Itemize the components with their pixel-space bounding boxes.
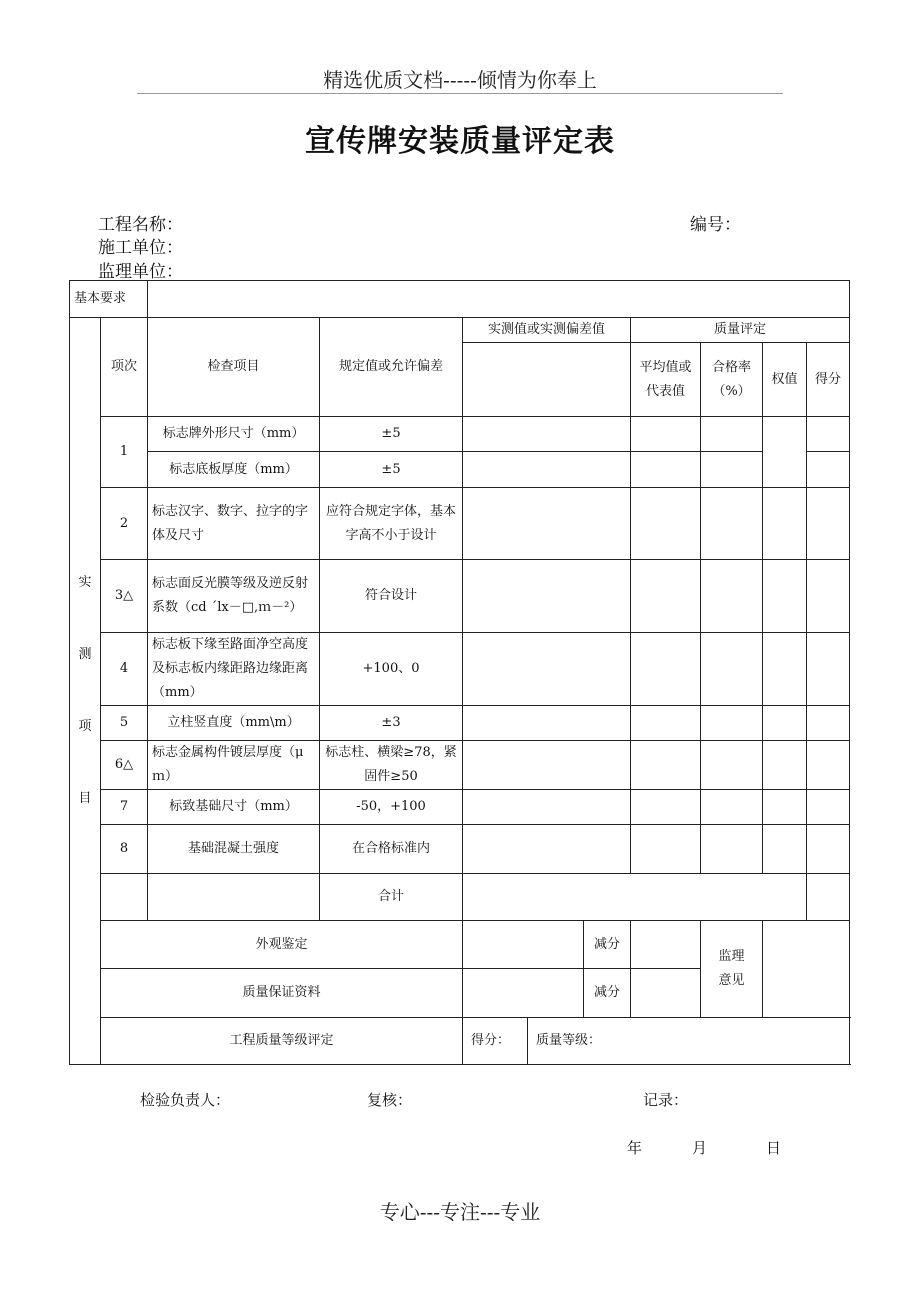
row-spec: ±5 bbox=[320, 417, 463, 452]
row-no: 2 bbox=[101, 488, 148, 560]
row-check-item: 基础混凝土强度 bbox=[148, 825, 320, 874]
basic-requirements-value bbox=[148, 281, 850, 318]
row-check-item: 标志牌外形尺寸（mm） bbox=[148, 417, 320, 452]
row-measured bbox=[463, 417, 631, 452]
reviewer-label: 复核： bbox=[367, 1091, 413, 1109]
row-measured bbox=[463, 741, 631, 790]
header-measured: 实测值或实测偏差值 bbox=[463, 318, 631, 343]
page-title: 宣传牌安装质量评定表 bbox=[305, 124, 615, 159]
row-score bbox=[807, 790, 850, 825]
header-avg: 平均值或代表值 bbox=[631, 343, 701, 417]
quality-docs-value bbox=[463, 969, 584, 1018]
row-spec: +100、0 bbox=[320, 633, 463, 706]
section-label-char: 项 bbox=[78, 719, 92, 734]
row-measured bbox=[463, 825, 631, 874]
section-label-char: 实 bbox=[78, 575, 92, 590]
total-value bbox=[463, 874, 807, 921]
row-avg bbox=[631, 560, 701, 633]
row-score bbox=[807, 452, 850, 488]
header-divider bbox=[137, 93, 783, 94]
row-pass-rate bbox=[701, 706, 763, 741]
row-avg bbox=[631, 452, 701, 488]
header-item-no: 项次 bbox=[101, 318, 148, 417]
row-no: 7 bbox=[101, 790, 148, 825]
page-footer: 专心---专注---专业 bbox=[379, 1200, 541, 1224]
recorder-label: 记录： bbox=[643, 1091, 689, 1109]
supervision-opinion-text: 监理意见 bbox=[718, 949, 745, 988]
row-measured bbox=[463, 452, 631, 488]
row-weight bbox=[763, 560, 807, 633]
row-measured bbox=[463, 488, 631, 560]
row-pass-rate bbox=[701, 417, 763, 452]
row-spec: ±3 bbox=[320, 706, 463, 741]
row-weight bbox=[763, 706, 807, 741]
row-measured bbox=[463, 633, 631, 706]
row-weight bbox=[763, 790, 807, 825]
row-score bbox=[807, 633, 850, 706]
row-score bbox=[807, 825, 850, 874]
row-avg bbox=[631, 488, 701, 560]
supervision-opinion-label bbox=[701, 921, 763, 1018]
row-no: 8 bbox=[101, 825, 148, 874]
quality-docs-label: 质量保证资料 bbox=[101, 969, 463, 1018]
total-blank-a bbox=[101, 874, 148, 921]
row-score bbox=[807, 706, 850, 741]
row-pass-rate bbox=[701, 560, 763, 633]
row-weight bbox=[763, 633, 807, 706]
row-avg bbox=[631, 790, 701, 825]
basic-requirements-label: 基本要求 bbox=[70, 281, 148, 318]
row-check-item: 标致基础尺寸（mm） bbox=[148, 790, 320, 825]
deduct-value-1 bbox=[631, 921, 701, 969]
row-weight bbox=[763, 825, 807, 874]
row-check-item: 标志面反光膜等级及逆反射系数（cd ˊlx－□,ｍ－²） bbox=[148, 560, 320, 633]
row-spec: ±5 bbox=[320, 452, 463, 488]
row-avg bbox=[631, 417, 701, 452]
total-label: 合计 bbox=[320, 874, 463, 921]
row-measured bbox=[463, 790, 631, 825]
section-label-char: 测 bbox=[78, 647, 92, 662]
row-pass-rate bbox=[701, 633, 763, 706]
page-header: 精选优质文档-----倾情为你奉上 bbox=[323, 68, 597, 92]
row-no: 4 bbox=[101, 633, 148, 706]
row-pass-rate bbox=[701, 488, 763, 560]
row-check-item: 立柱竖直度（mm\m） bbox=[148, 706, 320, 741]
row-score bbox=[807, 417, 850, 452]
row-weight bbox=[763, 488, 807, 560]
header-check-item: 检查项目 bbox=[148, 318, 320, 417]
section-label-char: 目 bbox=[78, 791, 92, 806]
header-score: 得分 bbox=[807, 343, 850, 417]
deduct-label-1: 减分 bbox=[584, 921, 631, 969]
row-pass-rate bbox=[701, 790, 763, 825]
row-avg bbox=[631, 706, 701, 741]
row-avg bbox=[631, 633, 701, 706]
row-pass-rate bbox=[701, 452, 763, 488]
total-weight bbox=[807, 874, 850, 921]
row-measured bbox=[463, 706, 631, 741]
deduct-label-2: 减分 bbox=[584, 969, 631, 1018]
row-no: 6△ bbox=[101, 741, 148, 790]
total-blank-b bbox=[148, 874, 320, 921]
row-check-item: 标志底板厚度（mm） bbox=[148, 452, 320, 488]
grade-field: 质量等级： bbox=[528, 1018, 850, 1065]
appearance-value bbox=[463, 921, 584, 969]
row-score bbox=[807, 741, 850, 790]
row-avg bbox=[631, 741, 701, 790]
row-weight bbox=[763, 417, 807, 488]
header-pass-rate: 合格率（%） bbox=[701, 343, 763, 417]
row-measured bbox=[463, 560, 631, 633]
deduct-value-2 bbox=[631, 969, 701, 1018]
header-spec-value: 规定值或允许偏差 bbox=[320, 318, 463, 417]
row-check-item: 标志汉字、数字、拉字的字体及尺寸 bbox=[148, 488, 320, 560]
inspector-label: 检验负责人： bbox=[140, 1091, 231, 1109]
row-no: 5 bbox=[101, 706, 148, 741]
project-name-label: 工程名称： bbox=[98, 215, 183, 235]
supervision-opinion-value bbox=[763, 921, 850, 1018]
day-label: 日 bbox=[766, 1139, 782, 1157]
construction-unit-label: 施工单位： bbox=[98, 238, 183, 258]
score-field: 得分： bbox=[463, 1018, 528, 1065]
section-label bbox=[70, 318, 101, 1065]
header-quality-eval: 质量评定 bbox=[631, 318, 850, 343]
header-weight: 权值 bbox=[763, 343, 807, 417]
grade-eval-label: 工程质量等级评定 bbox=[101, 1018, 463, 1065]
row-spec: 在合格标准内 bbox=[320, 825, 463, 874]
row-spec: 应符合规定字体，基本字高不小于设计 bbox=[320, 488, 463, 560]
supervision-unit-label: 监理单位： bbox=[98, 262, 183, 282]
row-score bbox=[807, 488, 850, 560]
row-spec: 标志柱、横梁≥78，紧固件≥50 bbox=[320, 741, 463, 790]
month-label: 月 bbox=[692, 1139, 708, 1157]
measured-values-cell bbox=[463, 343, 631, 417]
row-no: 1 bbox=[101, 417, 148, 488]
row-spec: 符合设计 bbox=[320, 560, 463, 633]
number-label: 编号： bbox=[690, 215, 741, 235]
row-weight bbox=[763, 741, 807, 790]
row-check-item: 标志金属构件镀层厚度（μｍ） bbox=[148, 741, 320, 790]
year-label: 年 bbox=[627, 1139, 643, 1157]
quality-assessment-table bbox=[69, 280, 850, 1065]
appearance-label: 外观鉴定 bbox=[101, 921, 463, 969]
row-pass-rate bbox=[701, 825, 763, 874]
row-check-item: 标志板下缘至路面净空高度及标志板内缘距路边缘距离（mm） bbox=[148, 633, 320, 706]
row-score bbox=[807, 560, 850, 633]
row-spec: -50，+100 bbox=[320, 790, 463, 825]
row-avg bbox=[631, 825, 701, 874]
row-no: 3△ bbox=[101, 560, 148, 633]
row-pass-rate bbox=[701, 741, 763, 790]
